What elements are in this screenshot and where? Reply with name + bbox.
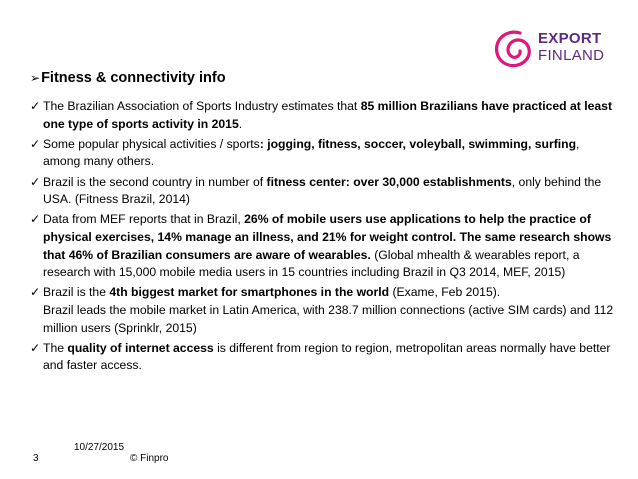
bullet-text: (Exame, Feb 2015). — [389, 285, 501, 300]
bullet-item — [30, 211, 615, 281]
bullet-bold-text: quality of internet access — [67, 340, 214, 355]
arrow-bullet-icon: ➢ — [30, 71, 41, 85]
bullet-text: Brazil is the — [43, 285, 110, 300]
bullet-text: Data from MEF reports that in Brazil, — [43, 212, 245, 227]
logo-line2: FINLAND — [538, 47, 605, 64]
checkmark-icon: ✓ — [30, 174, 41, 189]
bullet-text: Brazil is the second country in number of — [43, 174, 267, 189]
bullet-text: . — [238, 116, 243, 131]
logo-line1: EXPORT — [538, 30, 602, 47]
bullet-item — [30, 284, 615, 337]
page-number: 3 — [33, 453, 39, 464]
export-finland-logo — [490, 28, 620, 70]
checkmark-icon: ✓ — [30, 136, 41, 151]
checkmark-icon: ✓ — [30, 340, 41, 355]
heading-text: Fitness & connectivity info — [41, 70, 226, 86]
bullet-text: Brazil leads the mobile market in Latin America, with 238.7 million connections (active SIM cards) and 112 million users (Sprinklr, 2015) — [43, 302, 614, 335]
logo-swirl-icon — [490, 28, 536, 72]
bullet-item — [30, 136, 615, 171]
bullet-bold-text: 85 million Brazilians have practiced at least one type of sports activity in 2015 — [43, 99, 613, 131]
bullet-text: The — [43, 340, 68, 355]
bullet-bold-text: 26% of mobile users use applications to help the practice of physical exercises, 14% manage an illness, and 21% for weight control. The same research shows that 46% of Brazilian consumers are aware of wearables. — [43, 212, 612, 262]
checkmark-icon: ✓ — [30, 99, 41, 113]
bullet-text: (Global mhealth & wearables report, a research with 15,000 mobile media users in 15 countries including Brazil in Q3 2014, MEF, 2015) — [43, 247, 580, 280]
bullet-item — [30, 98, 615, 133]
bullet-text: , only behind the USA. (Fitness Brazil, 2014) — [43, 174, 602, 207]
footer-copyright: © Finpro — [130, 453, 169, 464]
bullet-bold-text: fitness center: over 30,000 establishments — [266, 174, 512, 189]
bullet-item — [30, 340, 615, 375]
checkmark-icon: ✓ — [30, 285, 41, 300]
bullet-text: , among many others. — [43, 136, 580, 169]
footer-date: 10/27/2015 — [74, 442, 125, 453]
checkmark-icon: ✓ — [30, 212, 41, 227]
bullet-list — [30, 98, 615, 377]
bullet-text: The Brazilian Association of Sports Industry estimates that — [43, 99, 361, 113]
bullet-text: Some popular physical activities / sports — [43, 136, 260, 151]
bullet-text: is different from region to region, metropolitan areas normally have better and faster access. — [43, 340, 611, 373]
slide-heading — [30, 70, 226, 86]
bullet-item — [30, 174, 615, 209]
bullet-bold-text: : jogging, fitness, soccer, voleyball, swimming, surfing — [259, 136, 577, 151]
bullet-bold-text: 4th biggest market for smartphones in the world — [109, 285, 390, 300]
